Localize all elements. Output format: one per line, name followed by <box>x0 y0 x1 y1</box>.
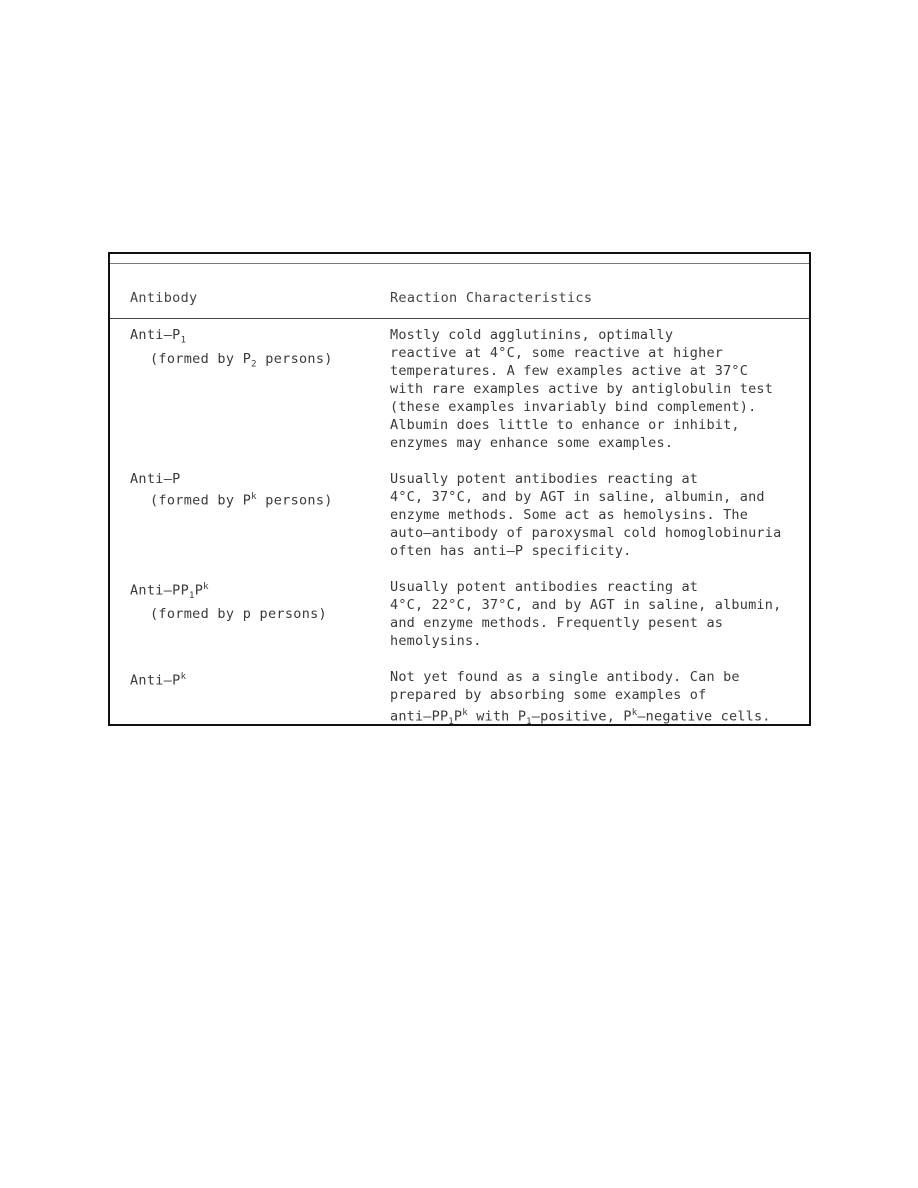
header-antibody: Antibody <box>130 290 198 306</box>
row-anti-p1-antibody: Anti–$P_1$ (formed by $P_2$ persons) <box>130 327 333 370</box>
row-anti-pk-reaction: Not yet found as a single antibody. Can be prepared by absorbing some examples of anti–$PP_1P^k$ with $P_1$–positive, $P^k$–negative cells. <box>390 668 810 731</box>
top-rule <box>110 263 809 264</box>
row-anti-pk-reaction-last-line: anti–$PP_1P^k$ with $P_1$–positive, $P^k$–negative cells. <box>390 708 771 728</box>
row-anti-p1-reaction: Mostly cold agglutinins, optimally reactive at 4°C, some reactive at higher temperatures. A few examples active at 37°C with rare examples active by antiglobulin test (these examples invariably bind complement). Albumin does little to enhance or inhibit, enzymes may enhance some examples. <box>390 327 774 451</box>
row-anti-p-reaction: Usually potent antibodies reacting at 4°C, 37°C, and by AGT in saline, albumin, and enzyme methods. Some act as hemolysins. The auto–antibody of paroxysmal cold homoglobinuria often has anti–P specificity. <box>390 471 782 559</box>
row-anti-pp1pk-antibody: Anti–$PP_1P^k$ (formed by p persons) <box>130 582 327 623</box>
antibody-table <box>108 252 811 726</box>
row-anti-pp1pk-reaction: Usually potent antibodies reacting at 4°C, 22°C, 37°C, and by AGT in saline, albumin, and enzyme methods. Frequently pesent as hemolysins. <box>390 579 782 649</box>
row-anti-pk-antibody: Anti–$P^k$ <box>130 672 187 689</box>
header-rule <box>110 318 809 319</box>
row-anti-p-antibody: Anti–P (formed by $P^k$ persons) <box>130 471 333 509</box>
header-reaction: Reaction Characteristics <box>390 290 593 306</box>
